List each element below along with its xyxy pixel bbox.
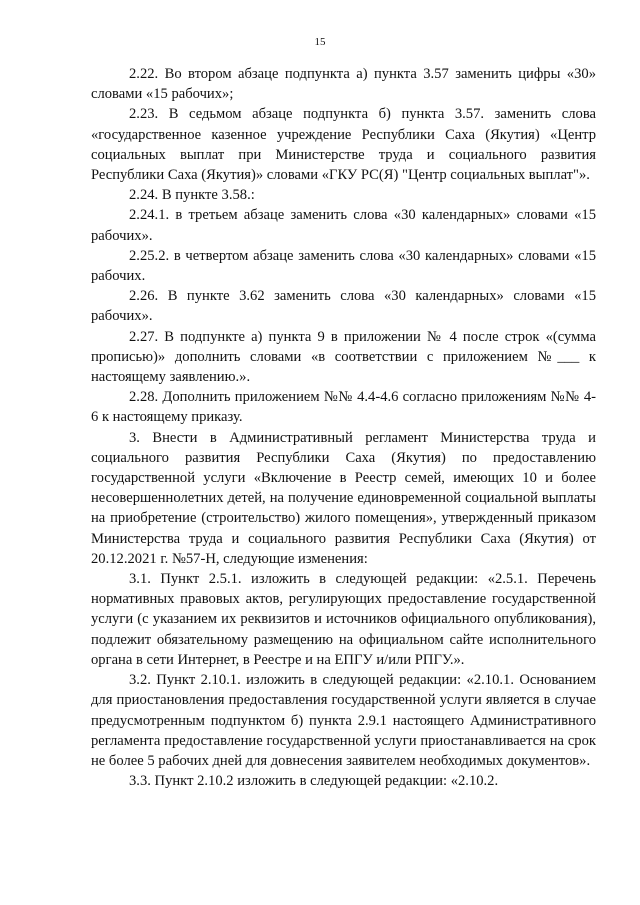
paragraph-3-1: 3.1. Пункт 2.5.1. изложить в следующей редакции: «2.5.1. Перечень нормативных правовых актов, регулирующих предоставление государственной услуги (с указанием их реквизитов и источников официального опубликования), подлежит обязательному размещению на официальном сайте исполнительного органа в сети Интернет, в Реестре и на ЕПГУ и/или РПГУ.». [91, 571, 596, 668]
paragraph-2-24-1: 2.24.1. в третьем абзаце заменить слова «30 календарных» словами «15 рабочих». [91, 207, 596, 244]
document-body [91, 64, 596, 791]
paragraph-2-24: 2.24. В пункте 3.58.: [129, 187, 255, 204]
paragraph-2-23: 2.23. В седьмом абзаце подпункта б) пункта 3.57. заменить слова «государственное казенное учреждение Республики Саха (Якутия) «Центр социальных выплат при Министерстве труда и социального развития Республики Саха (Якутия)» словами «ГКУ РС(Я) "Центр социальных выплат"». [91, 106, 596, 184]
paragraph-2-28: 2.28. Дополнить приложением №№ 4.4-4.6 согласно приложениям №№ 4-6 к настоящему приказу. [91, 389, 596, 426]
paragraph-2-22: 2.22. Во втором абзаце подпункта а) пункта 3.57 заменить цифры «30» словами «15 рабочих»; [91, 66, 596, 103]
paragraph-2-26: 2.26. В пункте 3.62 заменить слова «30 календарных» словами «15 рабочих». [91, 288, 596, 325]
paragraph-2-27: 2.27. В подпункте а) пункта 9 в приложении № 4 после строк «(сумма прописью)» дополнить словами «в соответствии с приложением №___ к настоящему заявлению.». [91, 328, 596, 386]
paragraph-3-2: 3.2. Пункт 2.10.1. изложить в следующей редакции: «2.10.1. Основанием для приостановления предоставления государственной услуги является в случае предусмотренным подпунктом б) пункта 2.9.1 настоящего Административного регламента предоставление государственной услуги приостанавливается на срок не более 5 рабочих дней для довнесения заявителем необходимых документов». [91, 672, 596, 769]
paragraph-2-25-2: 2.25.2. в четвертом абзаце заменить слова «30 календарных» словами «15 рабочих. [91, 247, 596, 285]
paragraph-3: 3. Внести в Административный регламент Министерства труда и социального развития Республики Саха (Якутия) по предоставлению государственной услуги «Включение в Реестр семей, имеющих 10 и более несовершеннолетних детей, на получение единовременной социальной выплаты на приобретение (строительство) жилого помещения», утвержденный приказом Министерства труда и социального развития Республики Саха (Якутия) от 20.12.2021 г. №57-Н, следующие изменения: [91, 429, 596, 567]
page-number: 15 [314, 36, 326, 48]
paragraph-3-3: 3.3. Пункт 2.10.2 изложить в следующей редакции: «2.10.2. [129, 773, 499, 790]
